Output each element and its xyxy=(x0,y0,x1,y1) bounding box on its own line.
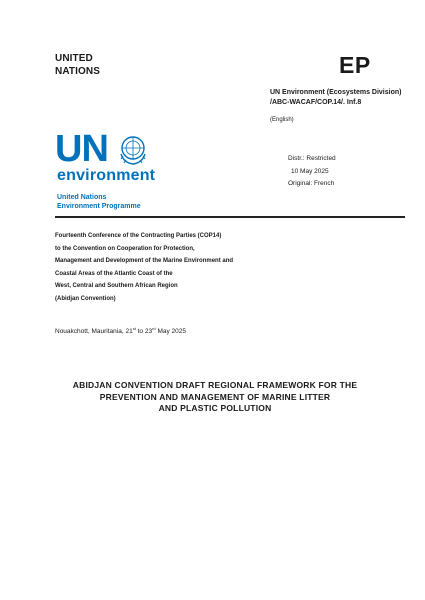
document-reference xyxy=(270,88,410,108)
title-line3: AND PLASTIC POLLUTION xyxy=(158,403,272,413)
doc-symbol: /ABC-WACAF/COP.14/. Inf.8 xyxy=(270,99,362,106)
title-line1: ABIDJAN CONVENTION DRAFT REGIONAL FRAMEWORK FOR THE xyxy=(72,380,358,390)
conference-line: (Abidjan Convention) xyxy=(55,295,116,302)
conference-line: Fourteenth Conference of the Contracting Parties (COP14) xyxy=(55,233,222,239)
conference-line: to the Convention on Cooperation for Protection, xyxy=(55,245,195,252)
conference-line: Management and Development of the Marine Environment and xyxy=(55,258,234,264)
header-divider xyxy=(55,216,405,218)
org-name-line2: NATIONS xyxy=(55,66,100,77)
venue-dates xyxy=(55,326,186,335)
un-emblem-icon xyxy=(118,134,148,166)
programme-line1: United Nations xyxy=(57,194,107,201)
document-title xyxy=(60,380,370,415)
venue-place: Nouakchott, Mauritania, 21 xyxy=(55,328,133,335)
venue-to: to 23 xyxy=(135,328,153,335)
venue-sup1: st xyxy=(132,326,136,331)
venue-end: May 2025 xyxy=(155,328,186,335)
programme-name xyxy=(57,193,141,211)
distr-date: 10 May 2025 xyxy=(291,167,329,175)
org-name xyxy=(55,52,100,78)
un-logo-text: UN xyxy=(55,128,108,170)
venue-sup2: rd xyxy=(152,326,156,331)
environment-logo-text: environment xyxy=(57,167,156,184)
distribution-block xyxy=(288,153,336,191)
conference-line: Coastal Areas of the Atlantic Coast of the xyxy=(55,270,173,277)
programme-line2: Environment Programme xyxy=(57,203,141,210)
distr-status: Distr.: Restricted xyxy=(288,155,336,162)
conference-block xyxy=(55,230,295,305)
document-language: (English) xyxy=(270,117,294,123)
title-line2: PREVENTION AND MANAGEMENT OF MARINE LITTER xyxy=(99,391,331,402)
org-name-line1: UNITED xyxy=(55,53,93,64)
doc-division: UN Environment (Ecosystems Division) xyxy=(270,89,402,96)
conference-line: West, Central and Southern African Region xyxy=(55,283,178,289)
document-code: EP xyxy=(339,52,371,78)
distr-original: Original: French xyxy=(288,180,335,187)
